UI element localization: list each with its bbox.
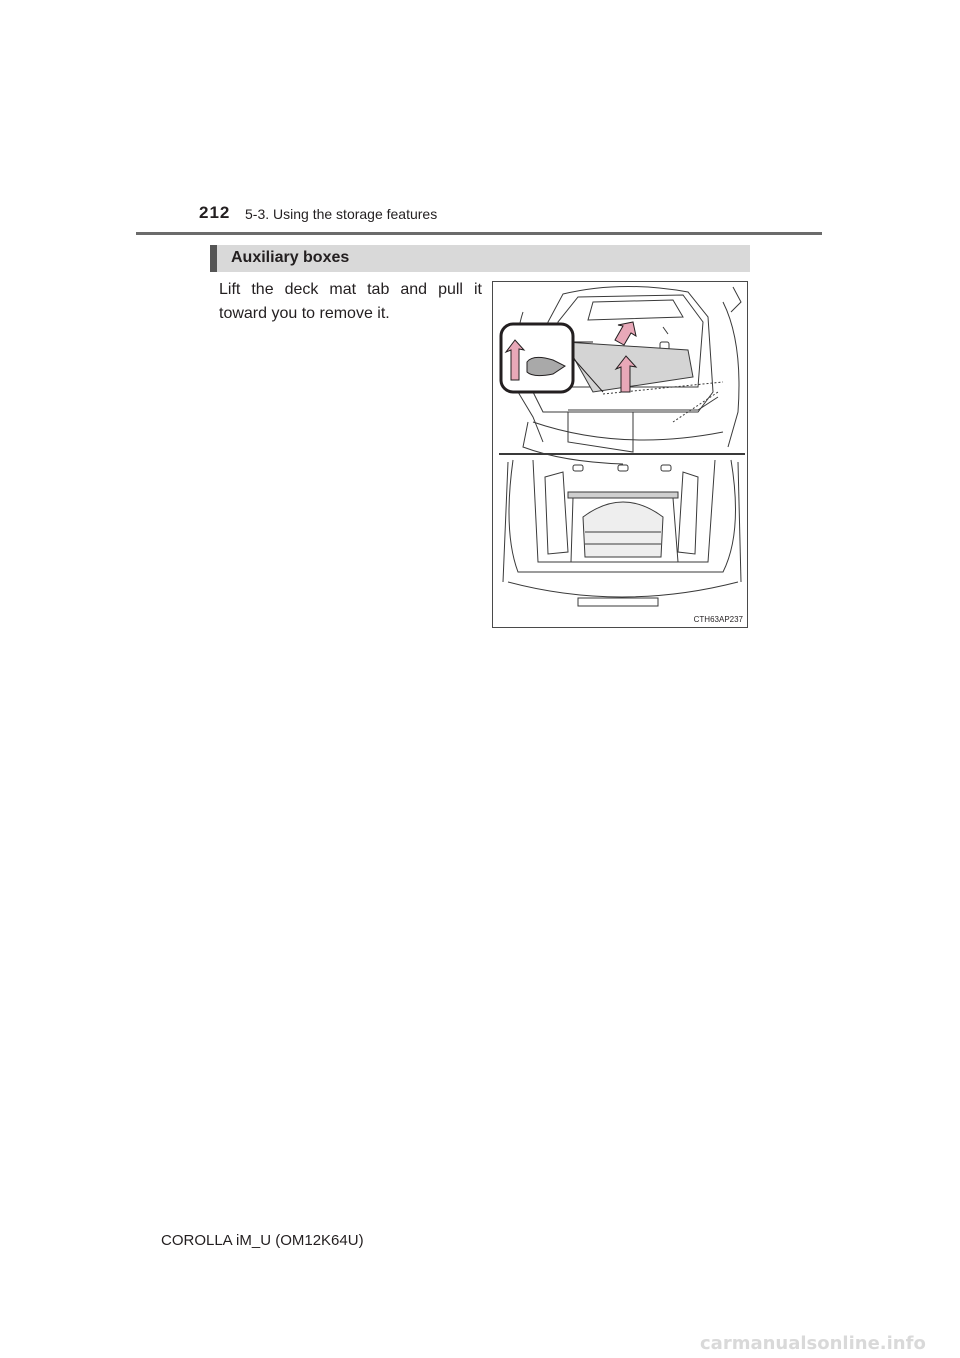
illustration-figure bbox=[492, 281, 748, 628]
page-number: 212 bbox=[199, 203, 231, 222]
section-title: Auxiliary boxes bbox=[231, 249, 350, 266]
watermark: carmanualsonline.info bbox=[700, 1333, 926, 1354]
cargo-area-illustration bbox=[493, 282, 748, 628]
instruction-text: Lift the deck mat tab and pull it toward you to remove it. bbox=[219, 281, 482, 322]
figure-code: CTH63AP237 bbox=[693, 615, 743, 624]
footer-model: COROLLA iM_U (OM12K64U) bbox=[161, 1232, 364, 1249]
section-heading-bar bbox=[210, 245, 750, 272]
header-rule bbox=[136, 232, 822, 235]
chapter-title: 5-3. Using the storage features bbox=[245, 206, 438, 222]
